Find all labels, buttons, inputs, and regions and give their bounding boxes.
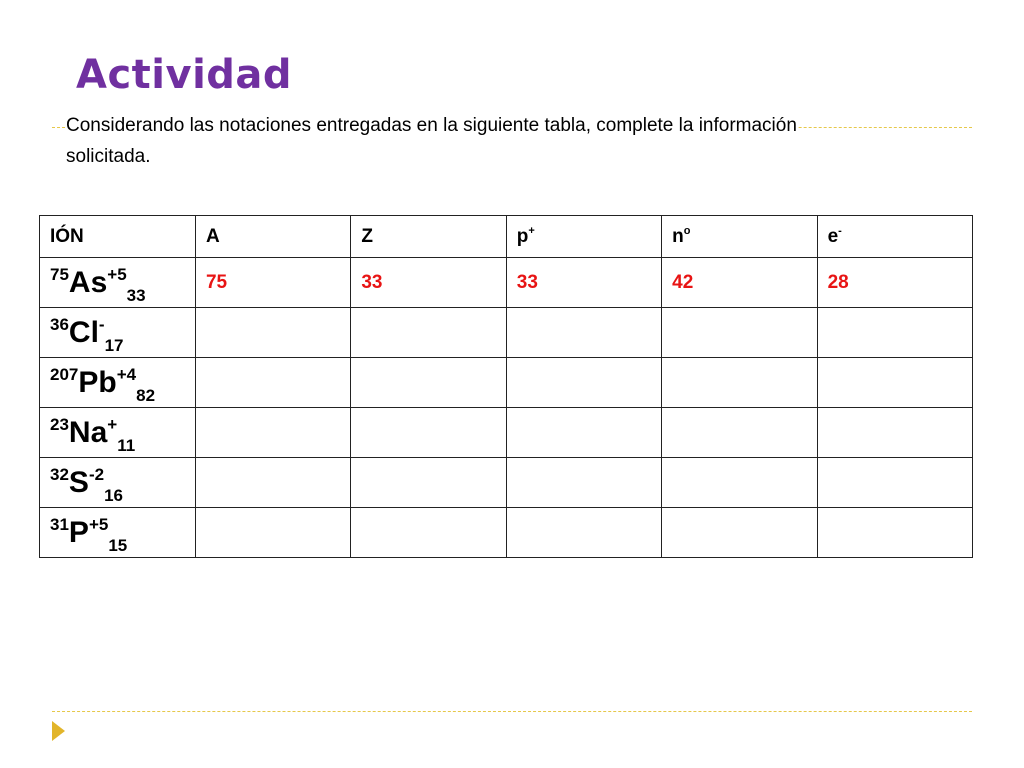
ion-notation: $^{32}S^{-2}_{16}$ <box>50 464 123 505</box>
mass-number-cell[interactable] <box>195 508 350 558</box>
table-row <box>40 258 973 308</box>
atomic-number-cell[interactable] <box>351 358 506 408</box>
ion-cell <box>40 458 196 508</box>
neutrons-cell[interactable] <box>662 358 817 408</box>
header-a: A <box>195 216 350 258</box>
header-protons: p+ <box>506 216 661 258</box>
table-row <box>40 358 973 408</box>
electrons-cell: 28 <box>817 258 972 308</box>
description-text: Considerando las notaciones entregadas en la siguiente tabla, complete la información solicitada. <box>66 115 797 167</box>
ion-cell <box>40 358 196 408</box>
neutrons-cell[interactable] <box>662 508 817 558</box>
neutrons-cell: 42 <box>662 258 817 308</box>
table-row <box>40 458 973 508</box>
neutrons-cell[interactable] <box>662 408 817 458</box>
mass-number-cell[interactable] <box>195 458 350 508</box>
table-header-row <box>40 216 973 258</box>
protons-cell: 33 <box>506 258 661 308</box>
bottom-divider <box>52 711 972 712</box>
ion-cell <box>40 258 196 308</box>
ion-cell <box>40 308 196 358</box>
protons-cell[interactable] <box>506 358 661 408</box>
atomic-number-cell[interactable] <box>351 508 506 558</box>
header-electrons: e- <box>817 216 972 258</box>
atomic-number-cell[interactable] <box>351 308 506 358</box>
ion-notation: $^{36}Cl^-_{17}$ <box>50 314 124 355</box>
electrons-cell[interactable] <box>817 358 972 408</box>
atomic-number-cell[interactable] <box>351 458 506 508</box>
table-row <box>40 308 973 358</box>
protons-cell[interactable] <box>506 308 661 358</box>
atomic-number-cell[interactable] <box>351 408 506 458</box>
ion-notation: $^{207}Pb^{+4}_{82}$ <box>50 364 156 405</box>
ion-table <box>39 215 973 558</box>
triangle-bullet-icon <box>52 721 65 741</box>
slide-title: Actividad <box>76 52 293 98</box>
mass-number-cell: 75 <box>195 258 350 308</box>
electrons-cell[interactable] <box>817 508 972 558</box>
header-neutrons: $n^o$ <box>662 216 817 258</box>
ion-notation: $^{75}As^{+5}_{33}$ <box>50 264 146 305</box>
slide-description <box>66 110 866 172</box>
electrons-cell[interactable] <box>817 408 972 458</box>
table-row <box>40 408 973 458</box>
header-z: Z <box>351 216 506 258</box>
mass-number-cell[interactable] <box>195 408 350 458</box>
mass-number-cell[interactable] <box>195 358 350 408</box>
neutrons-cell[interactable] <box>662 308 817 358</box>
protons-cell[interactable] <box>506 458 661 508</box>
header-ion: IÓN <box>40 216 196 258</box>
electrons-cell[interactable] <box>817 458 972 508</box>
table-row <box>40 508 973 558</box>
mass-number-cell[interactable] <box>195 308 350 358</box>
ion-notation: $^{31}P^{+5}_{15}$ <box>50 514 128 555</box>
ion-cell <box>40 408 196 458</box>
protons-cell[interactable] <box>506 408 661 458</box>
protons-cell[interactable] <box>506 508 661 558</box>
atomic-number-cell: 33 <box>351 258 506 308</box>
electrons-cell[interactable] <box>817 308 972 358</box>
neutrons-cell[interactable] <box>662 458 817 508</box>
ion-notation: $^{23}Na^+_{11}$ <box>50 414 136 455</box>
ion-cell <box>40 508 196 558</box>
